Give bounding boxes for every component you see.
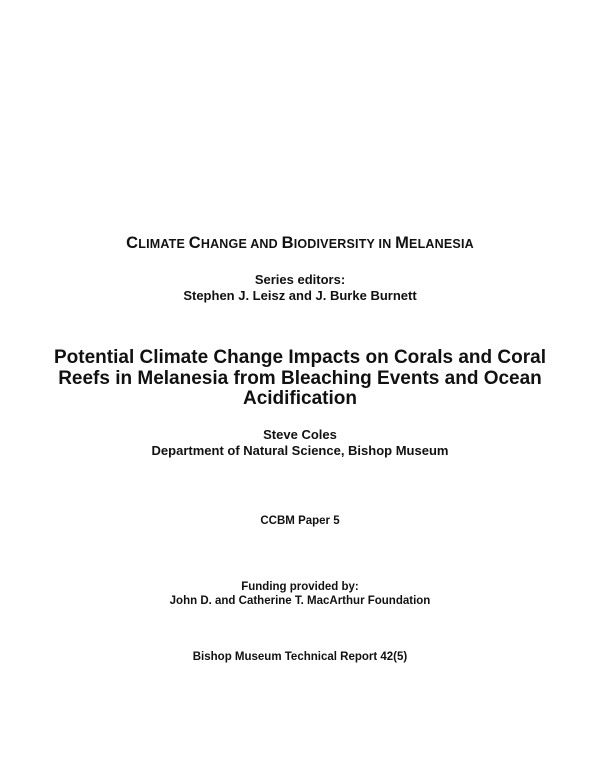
series-title-initial: C xyxy=(188,234,201,252)
paper-number: CCBM Paper 5 xyxy=(260,515,340,527)
series-title-word: IODIVERSITY IN xyxy=(293,237,396,251)
series-title-initial: B xyxy=(281,234,294,252)
paper-title: Potential Climate Change Impacts on Corals and Coral Reefs in Melanesia from Bleaching Events and Ocean Acidification xyxy=(54,347,546,409)
funding-organization: John D. and Catherine T. MacArthur Foundation xyxy=(169,595,431,607)
series-editors-names: Stephen J. Leisz and J. Burke Burnett xyxy=(183,288,417,303)
series-title-initial: C xyxy=(126,234,139,252)
funding-label: Funding provided by: xyxy=(241,581,359,593)
series-editors-label: Series editors: xyxy=(254,272,346,287)
series-title xyxy=(0,233,600,254)
technical-report-number: Bishop Museum Technical Report 42(5) xyxy=(192,651,408,663)
series-title-initial: M xyxy=(395,234,410,252)
series-title-word: HANGE AND xyxy=(200,237,282,251)
series-title-word: LIMATE xyxy=(138,237,189,251)
series-title-word: ELANESIA xyxy=(409,237,474,251)
author-affiliation: Department of Natural Science, Bishop Museum xyxy=(151,443,449,458)
author-name: Steve Coles xyxy=(263,427,337,442)
